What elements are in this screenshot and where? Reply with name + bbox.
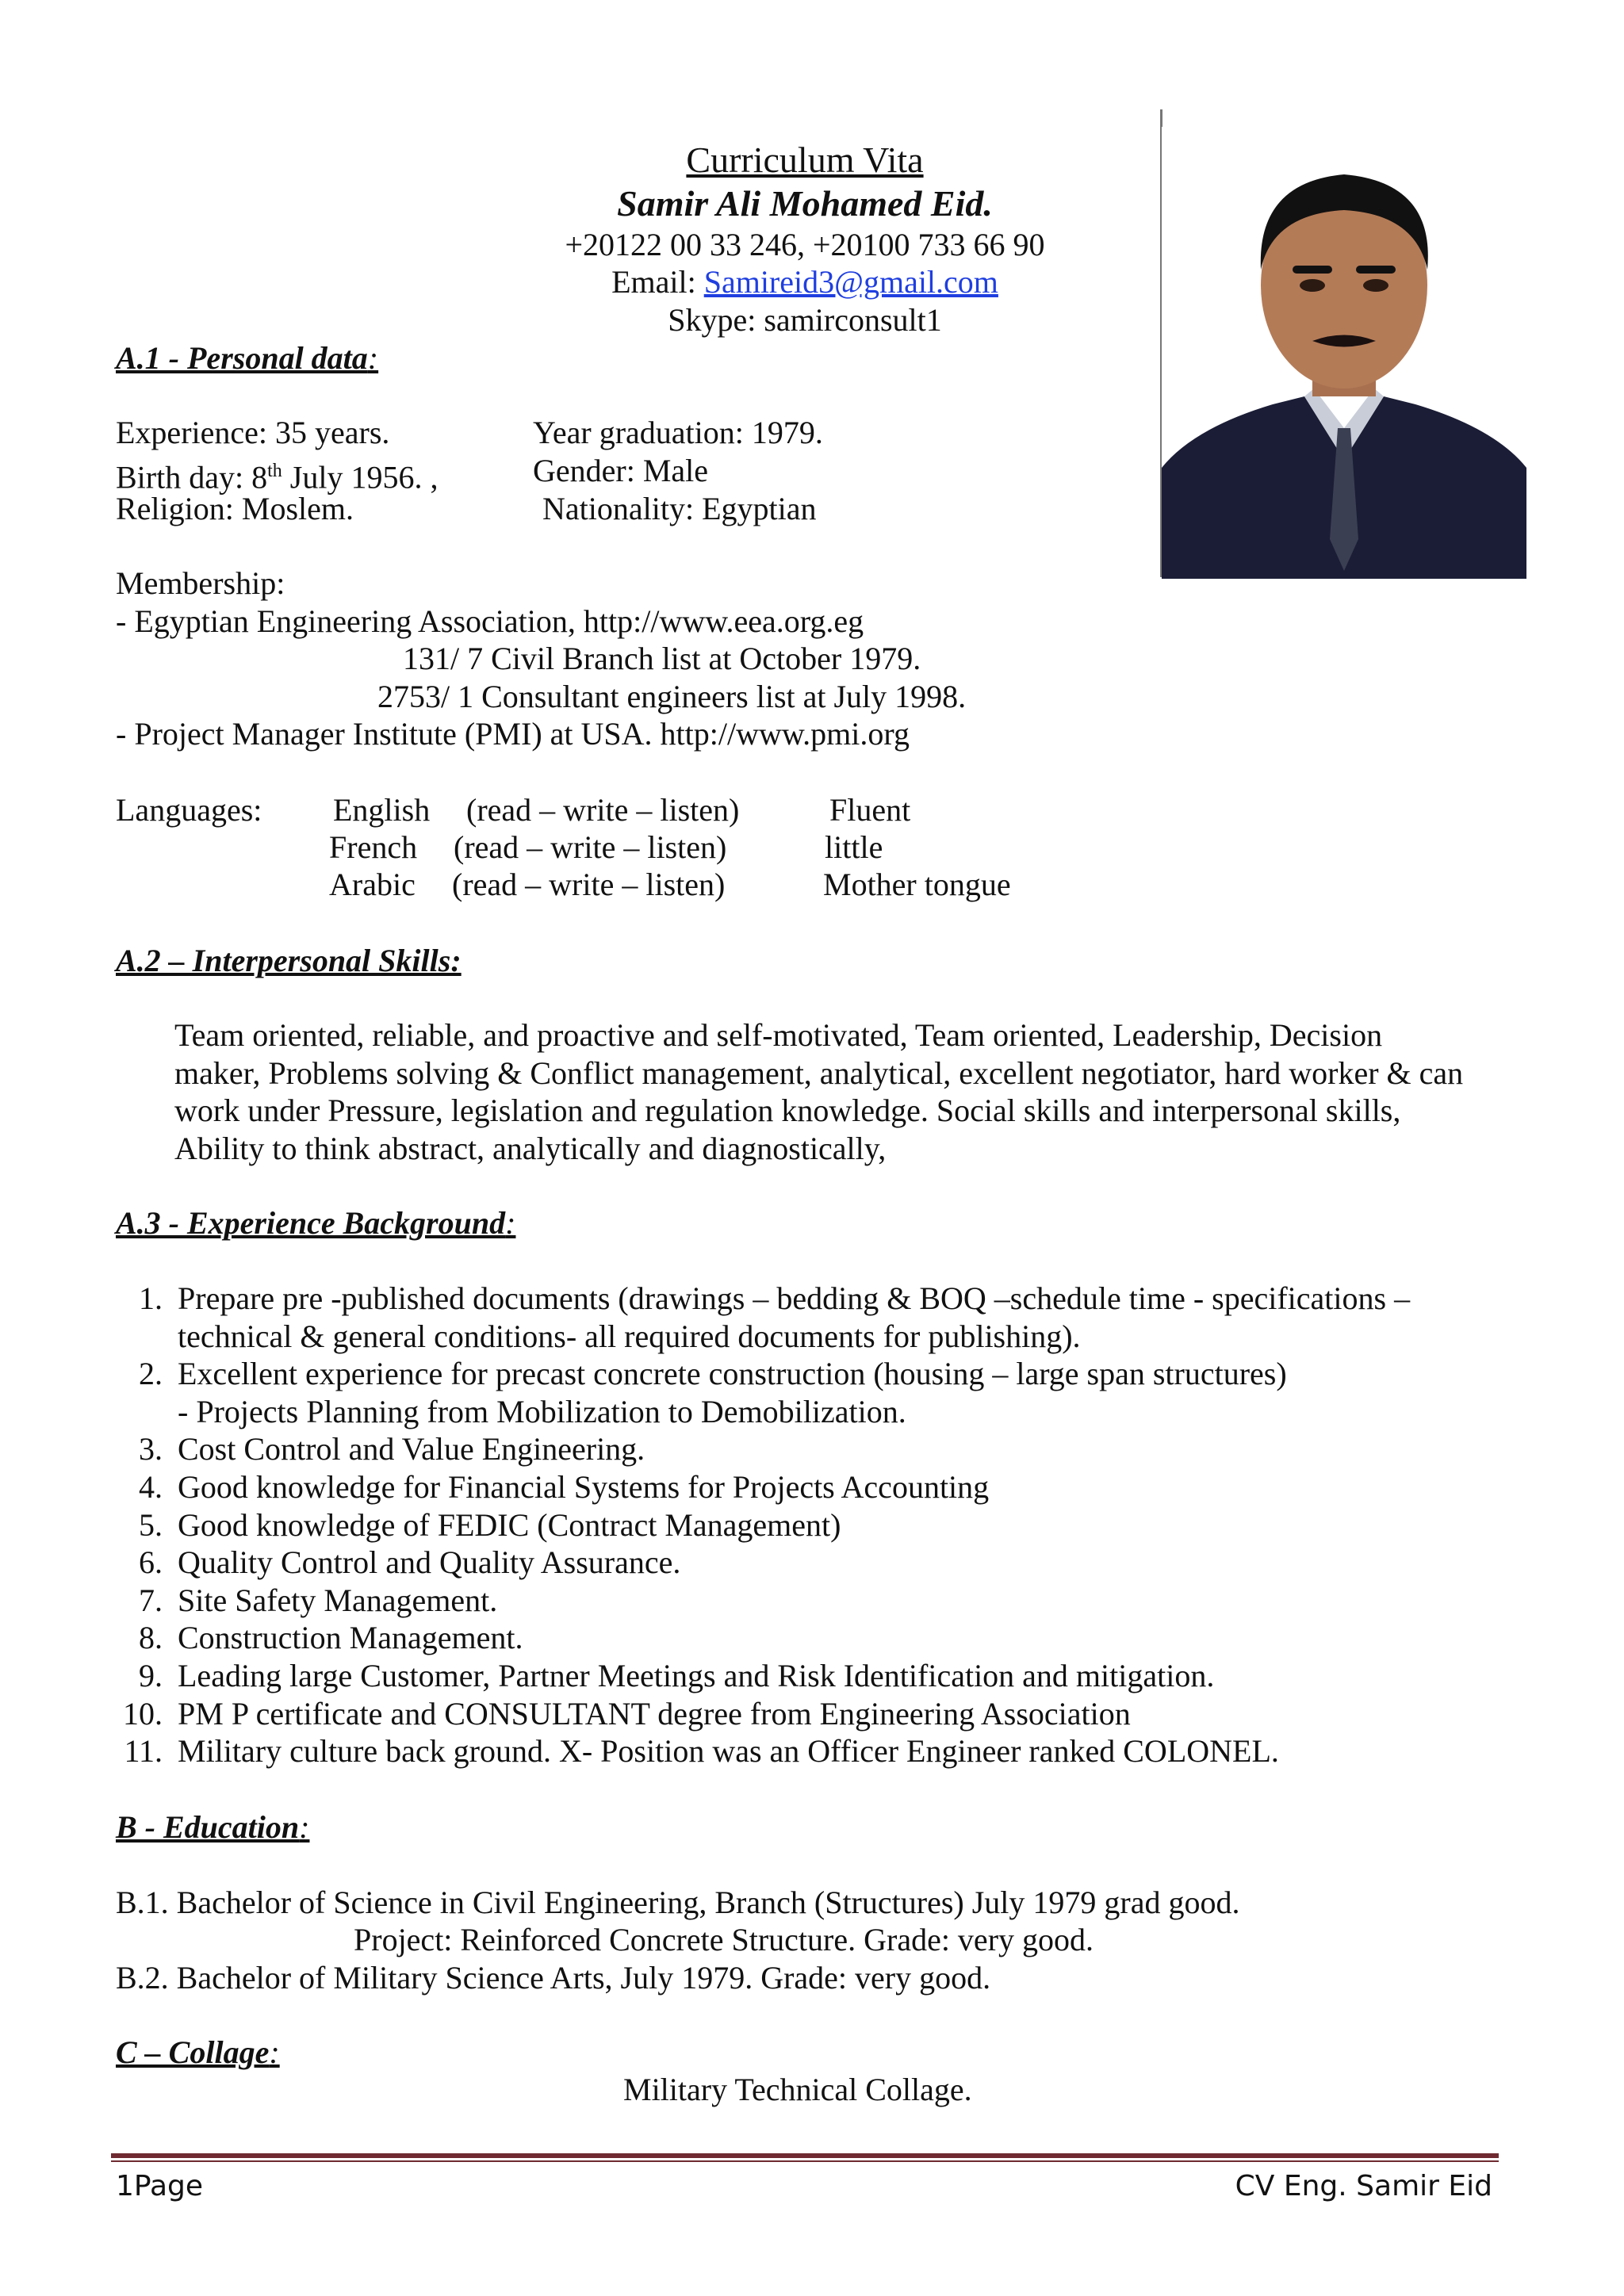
membership-label: Membership: [116, 565, 285, 601]
language-skills: (read – write – listen) [466, 792, 740, 828]
experience-item-number: 3. [139, 1431, 163, 1468]
language-level: little [825, 829, 883, 865]
education-b1: B.1. Bachelor of Science in Civil Engineering, Branch (Structures) July 1979 grad good. [116, 1885, 1240, 1920]
experience-item-text: Good knowledge of FEDIC (Contract Management) [178, 1506, 841, 1543]
footer-document-name: CV Eng. Samir Eid [1235, 2170, 1492, 2202]
footer-rule [111, 2153, 1499, 2158]
section-heading-skills: A.2 – Interpersonal Skills: [116, 943, 462, 978]
section-heading-education: B - Education: [116, 1809, 310, 1845]
membership-eea-civil: 131/ 7 Civil Branch list at October 1979. [403, 641, 921, 676]
language-level: Mother tongue [823, 867, 1011, 902]
gender: Gender: Male [533, 453, 709, 488]
experience-item-number: 10. [123, 1695, 163, 1732]
language-name: Arabic [329, 867, 416, 902]
experience-item-text: Military culture back ground. X- Position was an Officer Engineer ranked COLONEL. [178, 1733, 1279, 1770]
experience-years: Experience: 35 years. [116, 415, 390, 450]
section-heading-personal: A.1 - Personal data: [116, 340, 379, 376]
experience-item-number: 7. [139, 1582, 163, 1618]
experience-item-text: technical & general conditions- all required documents for publishing). [178, 1318, 1081, 1354]
experience-item-number: 4. [139, 1469, 163, 1505]
email-link[interactable]: Samireid3@gmail.com [703, 264, 998, 300]
experience-item-text: - Projects Planning from Mobilization to Demobilization. [178, 1393, 906, 1429]
experience-item-text: Excellent experience for precast concrete construction (housing – large span structures) [178, 1356, 1287, 1392]
experience-item-number: 1. [139, 1280, 163, 1316]
skills-paragraph: Team oriented, reliable, and proactive and self-motivated, Team oriented, Leadership, Decision maker, Problems solving & Conflict management, analytical, excellent negotiator, hard worker & can work under Pressure, legislation and regulation knowledge. Social skills and interpersonal skills, Ability to think abstract, analytically and diagnostically, [174, 1017, 1464, 1166]
nationality: Nationality: Egyptian [542, 491, 817, 526]
religion: Religion: Moslem. [116, 491, 354, 526]
phone-numbers: +20122 00 33 246, +20100 733 66 90 [565, 227, 1045, 262]
membership-pmi: - Project Manager Institute (PMI) at USA. http://www.pmi.org [116, 716, 910, 752]
experience-item-text: PM P certificate and CONSULTANT degree from Engineering Association [178, 1695, 1131, 1732]
language-skills: (read – write – listen) [454, 829, 727, 865]
education-b2: B.2. Bachelor of Military Science Arts, July 1979. Grade: very good. [116, 1960, 991, 1996]
graduation-year: Year graduation: 1979. [533, 415, 823, 450]
language-name: French [329, 829, 418, 865]
skype-line: Skype: samirconsult1 [668, 302, 942, 338]
document-title: Curriculum Vita [686, 140, 924, 180]
experience-item-text: Cost Control and Value Engineering. [178, 1431, 645, 1468]
portrait-image [1162, 127, 1526, 579]
experience-item-number: 8. [139, 1620, 163, 1656]
language-name: English [333, 792, 431, 828]
experience-item-number: 11. [124, 1733, 163, 1770]
experience-item-number: 6. [139, 1544, 163, 1581]
experience-item-number: 5. [139, 1506, 163, 1543]
languages-label: Languages: [116, 792, 262, 828]
experience-item-text: Leading large Customer, Partner Meetings and Risk Identification and mitigation. [178, 1658, 1215, 1693]
education-b1-project: Project: Reinforced Concrete Structure. Grade: very good. [354, 1922, 1094, 1957]
section-heading-collage: C – Collage: [116, 2034, 280, 2070]
section-heading-experience: A.3 - Experience Background: [116, 1205, 516, 1241]
language-level: Fluent [829, 792, 911, 828]
experience-item-text: Good knowledge for Financial Systems for Projects Accounting [178, 1469, 990, 1505]
person-name: Samir Ali Mohamed Eid. [617, 183, 993, 224]
language-skills: (read – write – listen) [452, 867, 726, 902]
experience-item-number: 9. [139, 1658, 163, 1693]
profile-photo [1162, 127, 1526, 579]
experience-item-text: Prepare pre -published documents (drawings – bedding & BOQ –schedule time - specifications – [178, 1280, 1411, 1316]
experience-item-text: Quality Control and Quality Assurance. [178, 1544, 681, 1581]
membership-eea-consultant: 2753/ 1 Consultant engineers list at July 1998. [377, 679, 967, 714]
membership-eea: - Egyptian Engineering Association, http://www.eea.org.eg [116, 603, 864, 639]
footer-rule-thin [111, 2160, 1499, 2162]
experience-item-text: Construction Management. [178, 1620, 523, 1656]
experience-item-text: Site Safety Management. [178, 1582, 498, 1618]
collage-name: Military Technical Collage. [623, 2072, 972, 2107]
birth-day: Birth day: 8th July 1956. , [116, 459, 439, 496]
footer-page-number: 1Page [116, 2170, 204, 2202]
email-label: Email: [611, 264, 704, 300]
experience-item-number: 2. [139, 1356, 163, 1392]
